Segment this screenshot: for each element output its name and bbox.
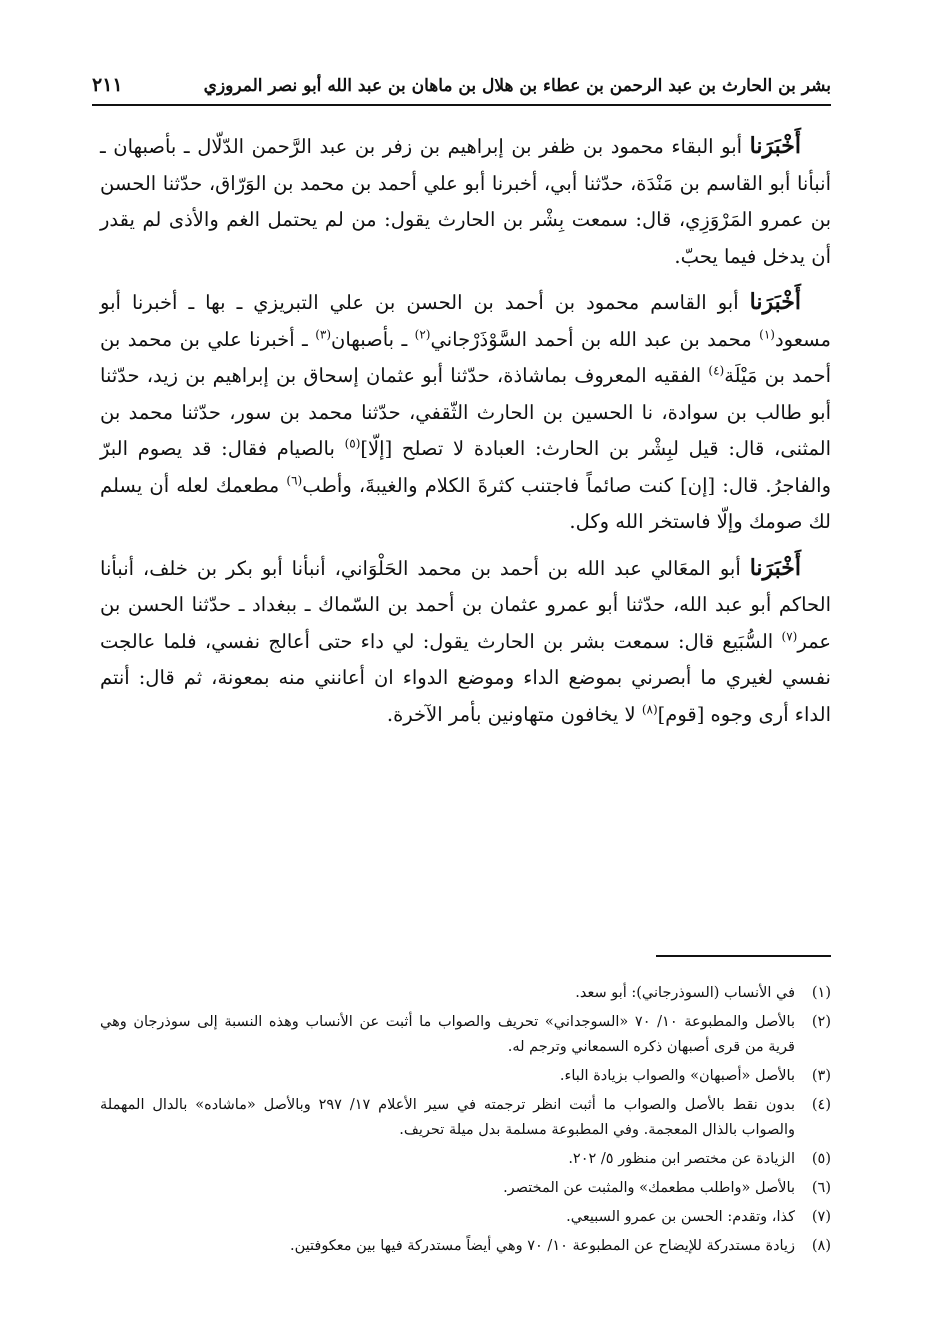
footnote (100, 981, 831, 1006)
page-header (92, 70, 831, 106)
footnote-number: (١) (811, 985, 831, 1001)
paragraph-text: ـ أخبرنا علي بن محمد بن أحمد بن مَيْلَة (100, 327, 832, 387)
main-text (100, 128, 831, 742)
footnote-text: زيادة مستدركة للإيضاح عن المطبوعة ١٠/ ٧٠ وهي أيضاً مستدركة فيها بين معكوفتين. (289, 1238, 795, 1254)
footnote-text: بالأصل والمطبوعة ١٠/ ٧٠ «السوجداني» تحريف والصواب ما أثبت عن الأنساب وهذه النسبة إلى سوذرجان وهي قرية من قرى أصبهان ذكره السمعاني وترجم له. (100, 1014, 795, 1055)
footnote-number: (٤) (811, 1097, 831, 1113)
paragraph-text: السُّبَيع قال: سمعت بشر بن الحارث يقول: لي داء حتى أعالج نفسي، فلما عالجت نفسي لغيري ما أبصرني بموضع الداء وموضع الدواء ان أعانني منه بمعونة، ثم قال: أنتم الداء أرى وجوه [قوم] (100, 629, 831, 726)
footnote-text: بالأصل «أصبهان» والصواب بزيادة الباء. (559, 1068, 795, 1084)
paragraph-lead-word: أَخْبَرَنا (749, 133, 801, 159)
footnote-marker: (٤) (708, 363, 725, 378)
footnote-marker: (٦) (286, 473, 303, 487)
footnote-number: (٥) (811, 1151, 831, 1167)
paragraph-text: أبو البقاء محمود بن ظفر بن إبراهيم بن زفر بن عبد الرَّحمن الدّلّال ـ بأصبهان ـ أنبأنا أبو القاسم بن مَنْدَة، حدّثنا أبي، أخبرنا أبو علي أحمد بن محمد بن الوَرّاق، حدّثنا الحسن بن عمرو المَرْوَزِي، قال: سمعت بِشْر بن الحارث يقول: من لم يحتمل الغم والأذى لم يقدر أن يدخل فيما يحبّ. (100, 135, 831, 268)
paragraph-2 (100, 284, 831, 541)
footnote-divider (656, 955, 831, 957)
footnote-number: (٣) (811, 1068, 831, 1084)
footnote (100, 1010, 831, 1060)
paragraph-text: ـ بأصبهان (331, 327, 415, 351)
footnote-text: في الأنساب (السوذرجاني): أبو سعد. (575, 985, 795, 1001)
footnote-number: (٢) (811, 1014, 831, 1030)
running-title: بشر بن الحارث بن عبد الرحمن بن عطاء بن هلال بن ماهان بن عبد الله أبو نصر المروزي (203, 76, 831, 96)
paragraph-text: بالصيام فقال: قد يصوم البرّ والفاجرُ. قال: [إن] كنت صائماً فاجتنب كثرةَ الكلام والغيبةَ، وأطب (100, 437, 831, 497)
paragraph-3 (100, 550, 831, 734)
footnote (100, 1205, 831, 1230)
footnote-number: (٦) (811, 1180, 831, 1196)
footnote-text: كذا، وتقدم: الحسن بن عمرو السبيعي. (566, 1209, 795, 1225)
footnotes (100, 981, 831, 1263)
footnote (100, 1064, 831, 1089)
footnote (100, 1147, 831, 1172)
paragraph-text: أبو القاسم محمود بن أحمد بن الحسن بن علي التبريزي ـ بها ـ أخبرنا أبو مسعود (100, 291, 831, 351)
paragraph-lead-word: أَخْبَرَنا (749, 554, 802, 581)
footnote (100, 1093, 831, 1143)
paragraph-1 (100, 128, 831, 275)
paragraph-text: مطعمك لعله أن يسلم لك صومك وإلّا فاستخر الله وكل. (100, 473, 831, 533)
paragraph-text: محمد بن عبد الله بن أحمد السَّوْذَرْجاني (430, 327, 760, 351)
footnote-text: الزيادة عن مختصر ابن منظور ٥/ ٢٠٢. (568, 1151, 795, 1167)
paragraph-lead-word: أَخْبَرَنا (749, 289, 801, 315)
footnote-number: (٧) (811, 1209, 831, 1225)
footnote (100, 1234, 831, 1259)
page-number: ٢١١ (92, 74, 123, 96)
paragraph-text: لا يخافون متهاونين بأمر الآخرة. (386, 702, 642, 726)
footnote-number: (٨) (811, 1238, 831, 1254)
footnote-marker: (٧) (781, 629, 798, 643)
footnote-marker: (٥) (344, 436, 361, 451)
footnote-marker: (٣) (315, 327, 332, 341)
footnote-text: بدون نقط بالأصل والصواب ما أثبت انظر ترجمته في سير الأعلام ١٧/ ٢٩٧ وبالأصل «ماشاده» بالدال المهملة والصواب بالذال المعجمة. وفي المطبوعة مسلمة بدل ميلة تحريف. (100, 1097, 795, 1138)
footnote-marker: (٢) (414, 327, 431, 341)
footnote-marker: (١) (759, 327, 775, 341)
paragraph-text: أبو المعَالي عبد الله بن أحمد بن محمد الحَلْوَاني، أنبأنا أبو بكر بن خلف، أنبأنا الحاكم أبو عبد الله، حدّثنا أبو عمرو عثمان بن أحمد بن السّماك ـ ببغداد ـ حدّثنا الحسن بن عمر (100, 556, 831, 653)
paragraph-text: الفقيه المعروف بماشاذة، حدّثنا أبو عثمان إسحاق بن إبراهيم بن زيد، حدّثنا أبو طالب بن سوادة، نا الحسين بن الحارث الثّقفي، حدّثنا محمد بن سور، حدّثنا محمد بن المثنى، قال: قيل لبِشْر بن الحارث: العبادة لا تصلح [إلّا] (100, 364, 831, 460)
footnote-text: بالأصل «واطلب مطعمك» والمثبت عن المختصر. (503, 1180, 795, 1196)
footnote (100, 1176, 831, 1201)
footnote-marker: (٨) (641, 702, 658, 716)
